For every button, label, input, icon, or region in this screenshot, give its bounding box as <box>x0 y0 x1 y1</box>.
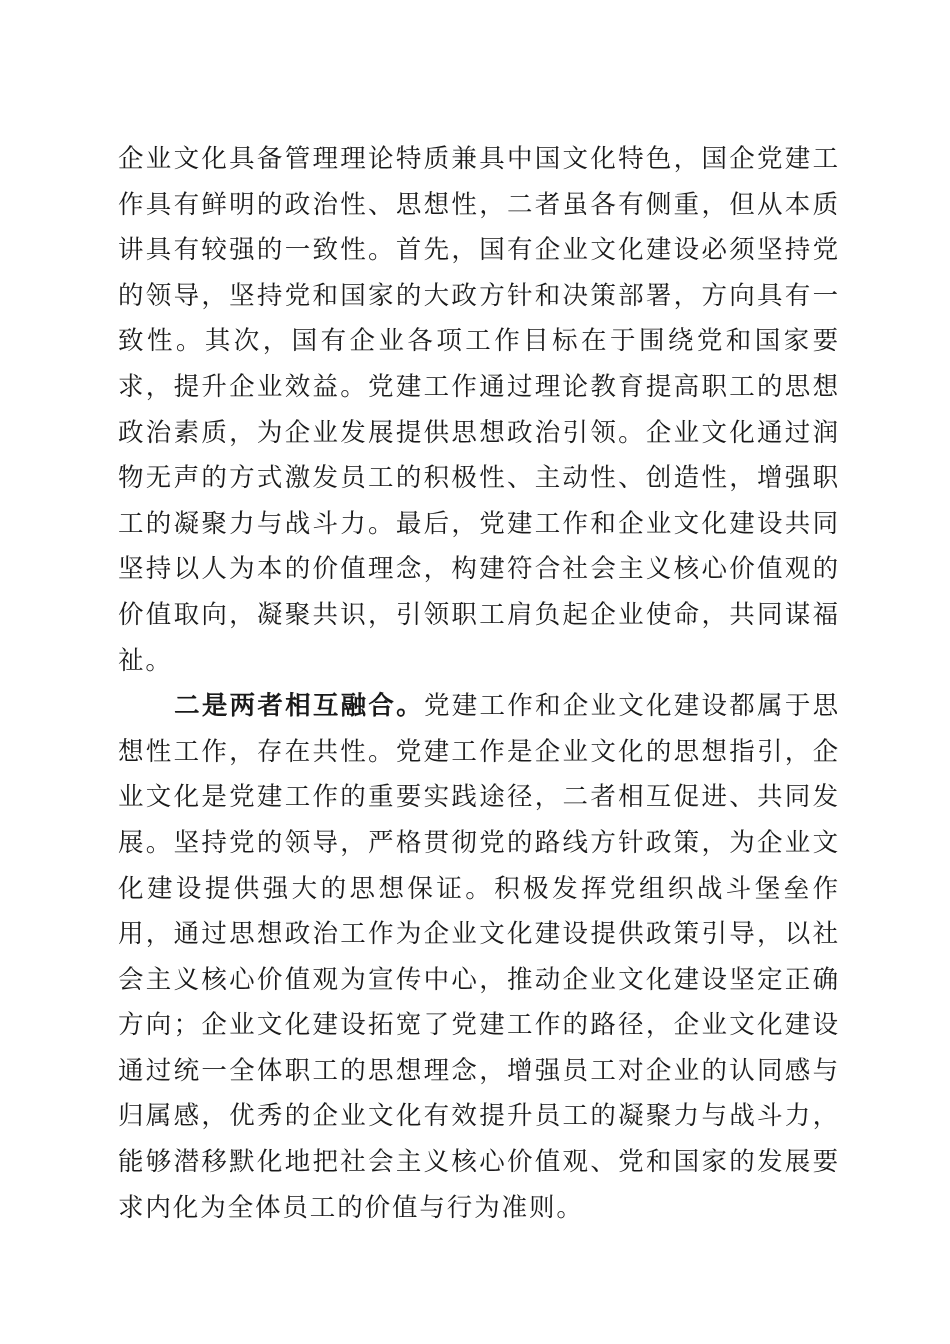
document-body <box>118 137 840 1231</box>
paragraph-1-text: 企业文化具备管理理论特质兼具中国文化特色，国企党建工作具有鲜明的政治性、思想性，二者虽各有侧重，但从本质讲具有较强的一致性。首先，国有企业文化建设必须坚持党的领导，坚持党和国家的大政方针和决策部署，方向具有一致性。其次，国有企业各项工作目标在于围绕党和国家要求，提升企业效益。党建工作通过理论教育提高职工的思想政治素质，为企业发展提供思想政治引领。企业文化通过润物无声的方式激发员工的积极性、主动性、创造性，增强职工的凝聚力与战斗力。最后，党建工作和企业文化建设共同坚持以人为本的价值理念，构建符合社会主义核心价值观的价值取向，凝聚共识，引领职工肩负起企业使命，共同谋福祉。 <box>118 144 840 676</box>
paragraph-2-lead: 二是两者相互融合。 <box>174 691 424 722</box>
paragraph-2 <box>118 684 840 1231</box>
paragraph-1 <box>118 137 840 684</box>
paragraph-2-text: 党建工作和企业文化建设都属于思想性工作，存在共性。党建工作是企业文化的思想指引，企业文化是党建工作的重要实践途径，二者相互促进、共同发展。坚持党的领导，严格贯彻党的路线方针政策，为企业文化建设提供强大的思想保证。积极发挥党组织战斗堡垒作用，通过思想政治工作为企业文化建设提供政策引导，以社会主义核心价值观为宣传中心，推动企业文化建设坚定正确方向；企业文化建设拓宽了党建工作的路径，企业文化建设通过统一全体职工的思想理念，增强员工对企业的认同感与归属感，优秀的企业文化有效提升员工的凝聚力与战斗力，能够潜移默化地把社会主义核心价值观、党和国家的发展要求内化为全体员工的价值与行为准则。 <box>118 691 840 1223</box>
